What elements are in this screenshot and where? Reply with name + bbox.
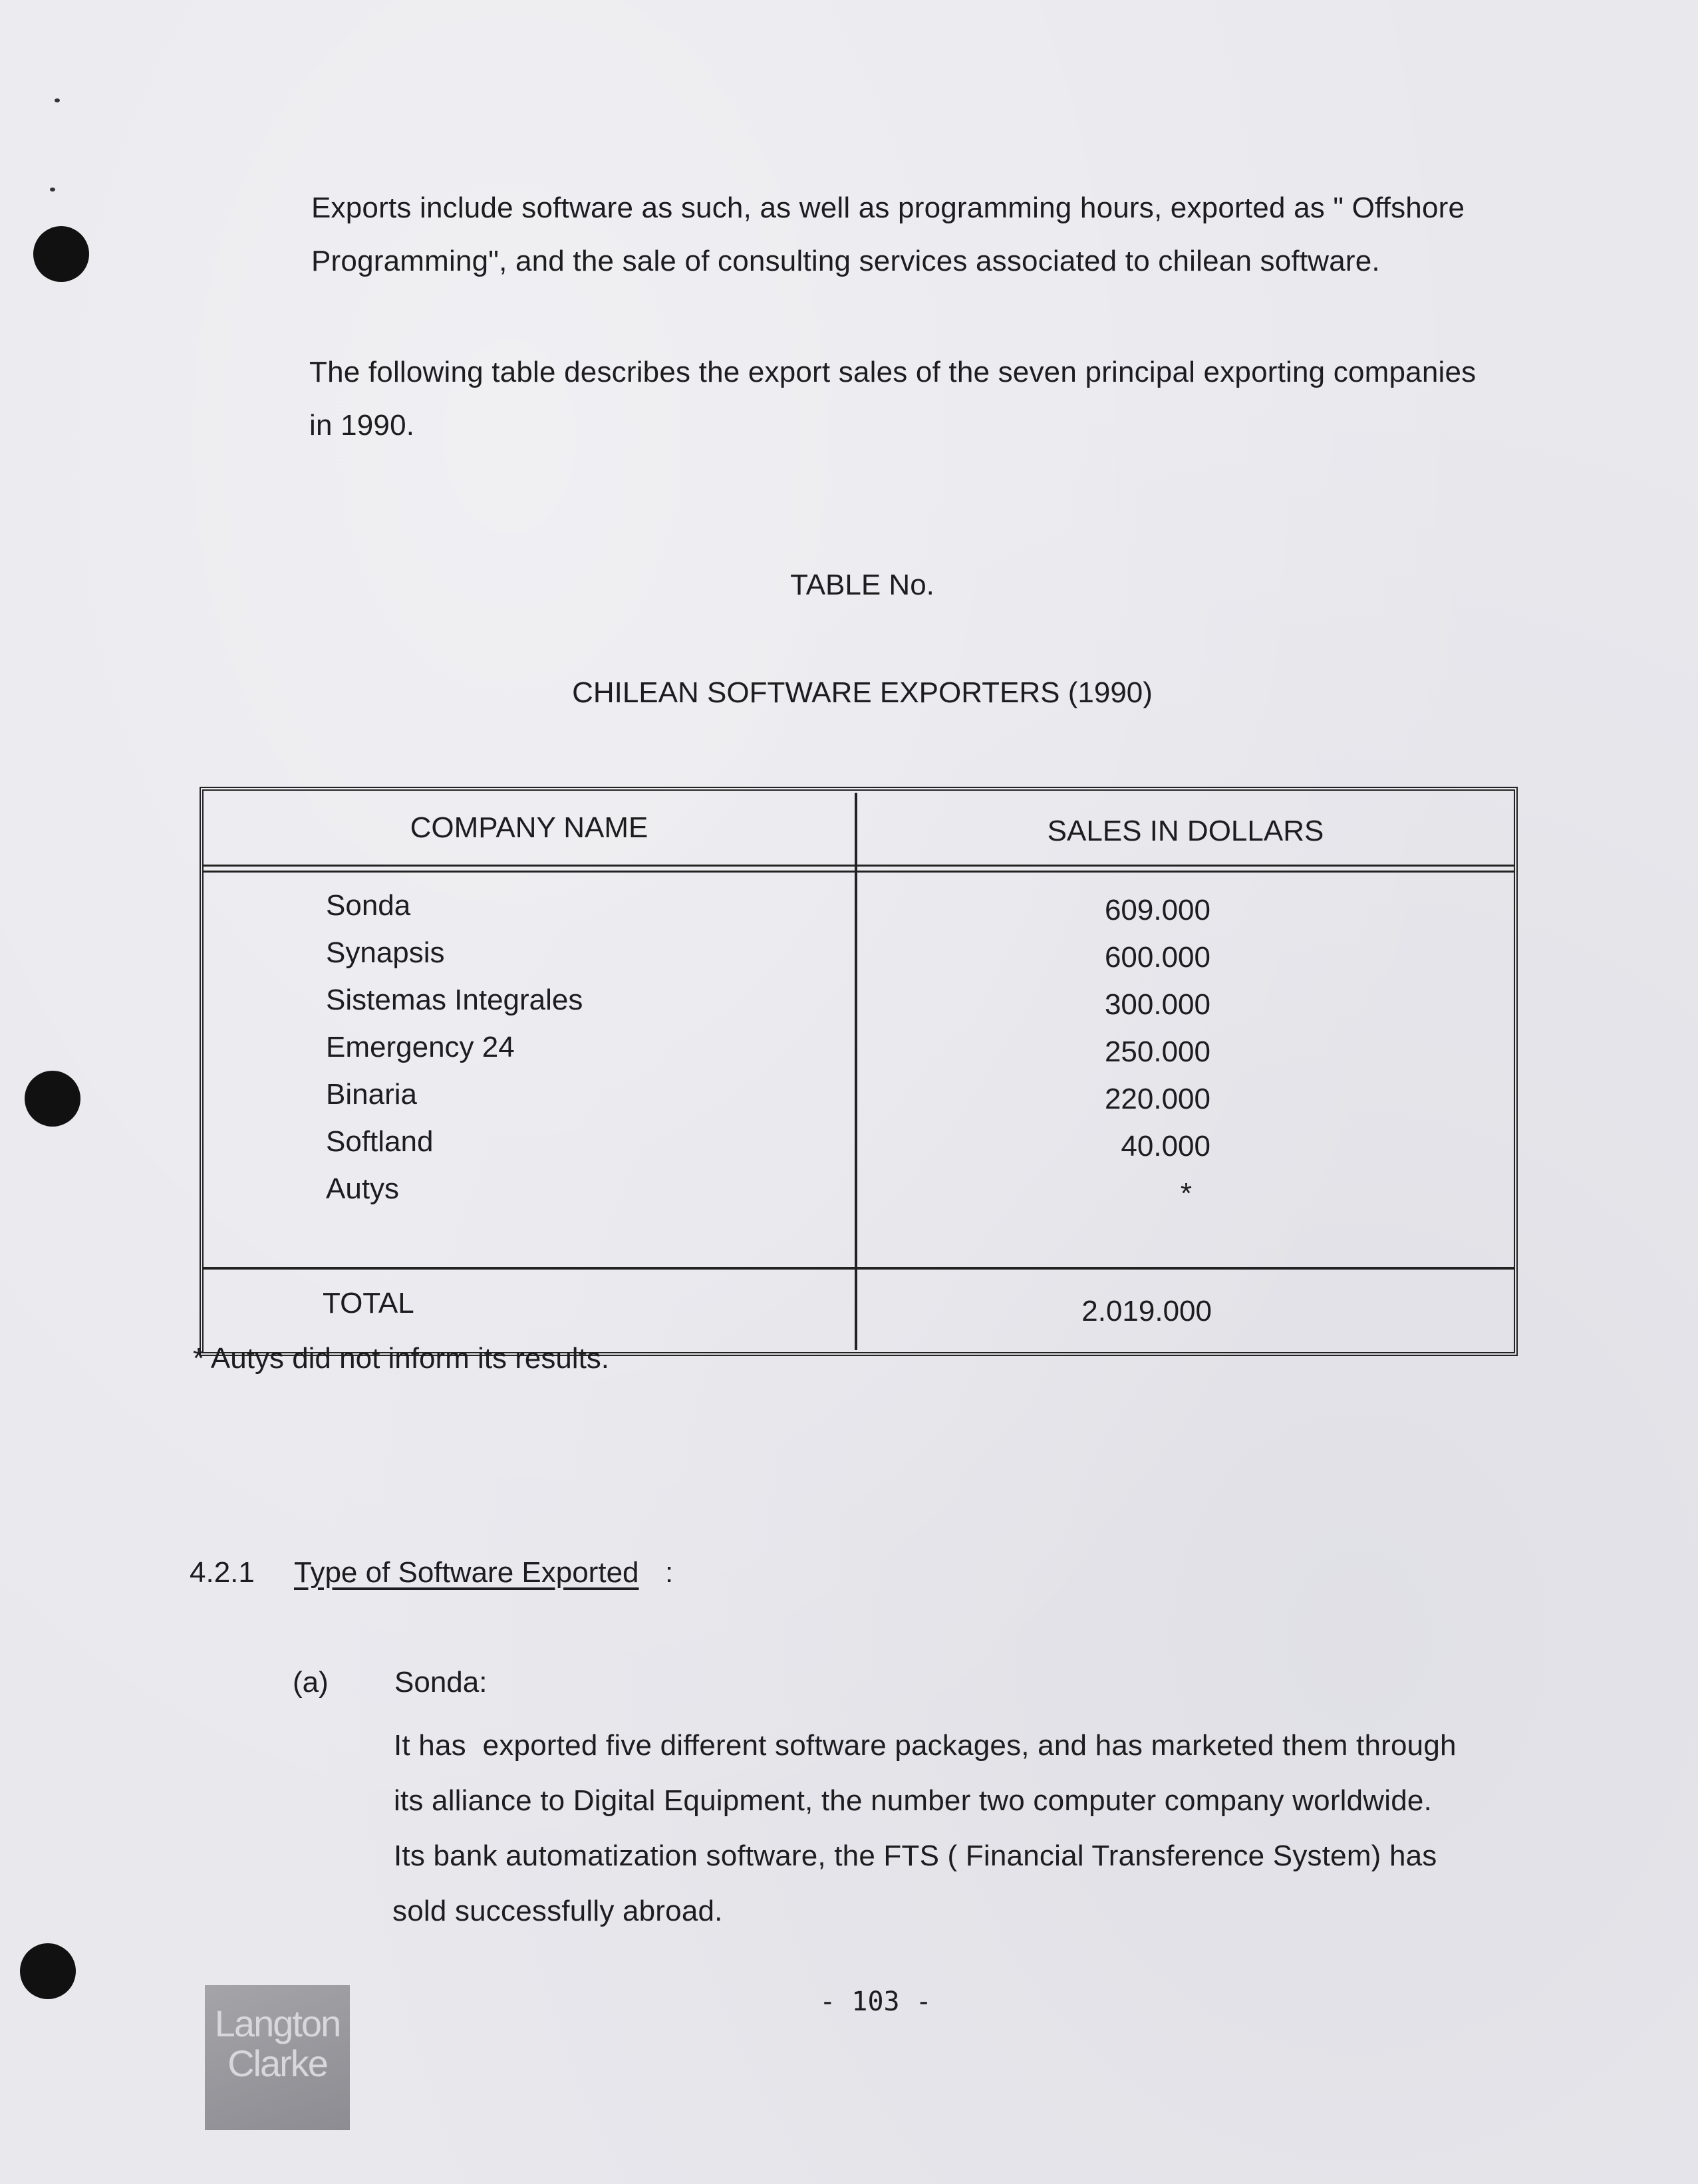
item-body-line-3: Its bank automatization software, the FTS ( Financial Transference System) has [394,1840,1437,1872]
section-title-colon: : [665,1556,674,1589]
logo-line-1: Langton [214,2002,341,2044]
table-header-rule [204,865,1514,873]
table-row-sales: 609.000 [1104,894,1210,926]
table-row-sales: * [1180,1177,1192,1210]
paper-speck [50,188,55,192]
paper-speck [55,98,60,102]
company-name-column [326,882,583,1212]
punch-hole-middle [25,1071,80,1127]
item-body-line-4: sold successfully abroad. [392,1895,723,1927]
table-row-company: Sonda [326,889,411,922]
intro-line-1: Exports include software as such, as well as programming hours, exported as " Offshore [311,192,1465,224]
section-title: Type of Software Exported [294,1556,639,1589]
table-row-company: Sistemas Integrales [326,984,583,1016]
header-company-name: COMPANY NAME [410,811,648,844]
total-label: TOTAL [323,1287,414,1319]
item-letter: (a) [293,1666,329,1699]
page-number: - 103 - [819,1986,932,2017]
langton-clarke-logo [205,1985,350,2130]
table-intro-line-1: The following table describes the export sales of the seven principal exporting companies [309,356,1477,388]
table-intro-line-2: in 1990. [309,409,415,442]
table-row-company: Autys [326,1172,400,1205]
section-number: 4.2.1 [190,1556,255,1589]
table-row-sales: 40.000 [1121,1130,1210,1162]
item-name: Sonda: [394,1666,488,1699]
item-body-line-1: It has exported five different software packages, and has marketed them through [394,1729,1457,1762]
table-total-rule [204,1267,1514,1270]
table-title: CHILEAN SOFTWARE EXPORTERS (1990) [572,676,1153,709]
logo-line-2: Clarke [227,2042,327,2084]
table-label: TABLE No. [790,569,934,601]
table-footnote: * Autys did not inform its results. [193,1342,610,1375]
table-row-company: Emergency 24 [326,1031,515,1063]
table-row-company: Softland [326,1125,434,1158]
punch-hole-top [33,226,89,282]
intro-line-2: Programming", and the sale of consulting services associated to chilean software. [311,245,1380,277]
table-row-company: Binaria [326,1078,417,1111]
item-body-line-2: its alliance to Digital Equipment, the number two computer company worldwide. [394,1784,1433,1817]
table-row-sales: 600.000 [1104,941,1210,974]
header-sales-in-dollars: SALES IN DOLLARS [1047,815,1324,847]
table-row-sales: 220.000 [1104,1083,1210,1115]
table-row-sales: 300.000 [1104,988,1210,1021]
sales-value-column [998,887,1210,1217]
table-row-sales: 250.000 [1104,1035,1210,1068]
total-value: 2.019.000 [1081,1295,1212,1327]
table-row-company: Synapsis [326,936,445,969]
